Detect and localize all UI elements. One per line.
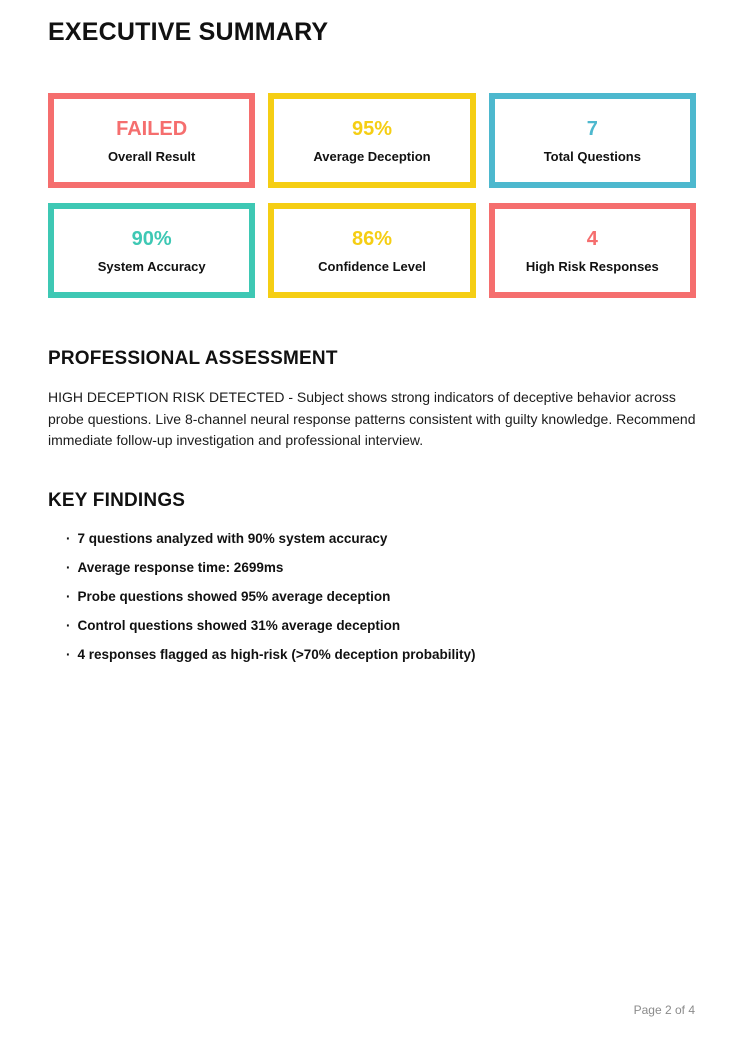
finding-text: 4 responses flagged as high-risk (>70% deception probability)	[77, 646, 476, 662]
page-title: EXECUTIVE SUMMARY	[48, 18, 329, 46]
stat-card-total-questions	[489, 93, 696, 188]
finding-text: Average response time: 2699ms	[77, 559, 284, 575]
stat-value: 4	[586, 227, 598, 250]
finding-text: 7 questions analyzed with 90% system accuracy	[77, 530, 388, 546]
page-content	[0, 18, 743, 662]
stat-card-average-deception	[268, 93, 475, 188]
finding-text: Control questions showed 31% average deception	[77, 617, 401, 633]
stat-card-high-risk-responses	[489, 203, 696, 298]
stat-card-confidence-level	[268, 203, 475, 298]
bullet-icon: ·	[66, 530, 71, 546]
stat-label: System Accuracy	[97, 258, 206, 274]
finding-item	[66, 619, 696, 634]
bullet-icon: ·	[66, 646, 71, 662]
stat-value: 95%	[351, 117, 392, 140]
stat-value: 86%	[351, 227, 392, 250]
stat-card-system-accuracy	[48, 203, 255, 298]
stat-label: High Risk Responses	[525, 258, 659, 274]
finding-item	[66, 532, 696, 547]
page-number: Page 2 of 4	[633, 1003, 695, 1017]
stat-value: FAILED	[116, 117, 188, 140]
stat-label: Overall Result	[107, 148, 196, 164]
professional-assessment-heading: PROFESSIONAL ASSESSMENT	[48, 348, 338, 369]
stat-value: 90%	[131, 227, 172, 250]
bullet-icon: ·	[66, 617, 71, 633]
bullet-icon: ·	[66, 588, 71, 604]
professional-assessment-text: HIGH DECEPTION RISK DETECTED - Subject shows strong indicators of deceptive behavior across probe questions. Live 8-channel neural response patterns consistent with guilty knowledge. Recommend immediate follow-up investigation and professional interview.	[48, 389, 696, 448]
finding-item	[66, 590, 696, 605]
bullet-icon: ·	[66, 559, 71, 575]
stat-value: 7	[586, 117, 598, 140]
finding-text: Probe questions showed 95% average deception	[77, 588, 391, 604]
key-findings-heading: KEY FINDINGS	[48, 489, 186, 511]
finding-item	[66, 648, 696, 663]
stat-card-overall-result	[48, 93, 255, 188]
key-findings-list	[48, 532, 696, 663]
finding-item	[66, 561, 696, 576]
summary-cards-grid	[48, 93, 696, 298]
stat-label: Average Deception	[313, 148, 431, 164]
stat-label: Total Questions	[543, 148, 641, 164]
stat-label: Confidence Level	[318, 258, 426, 274]
